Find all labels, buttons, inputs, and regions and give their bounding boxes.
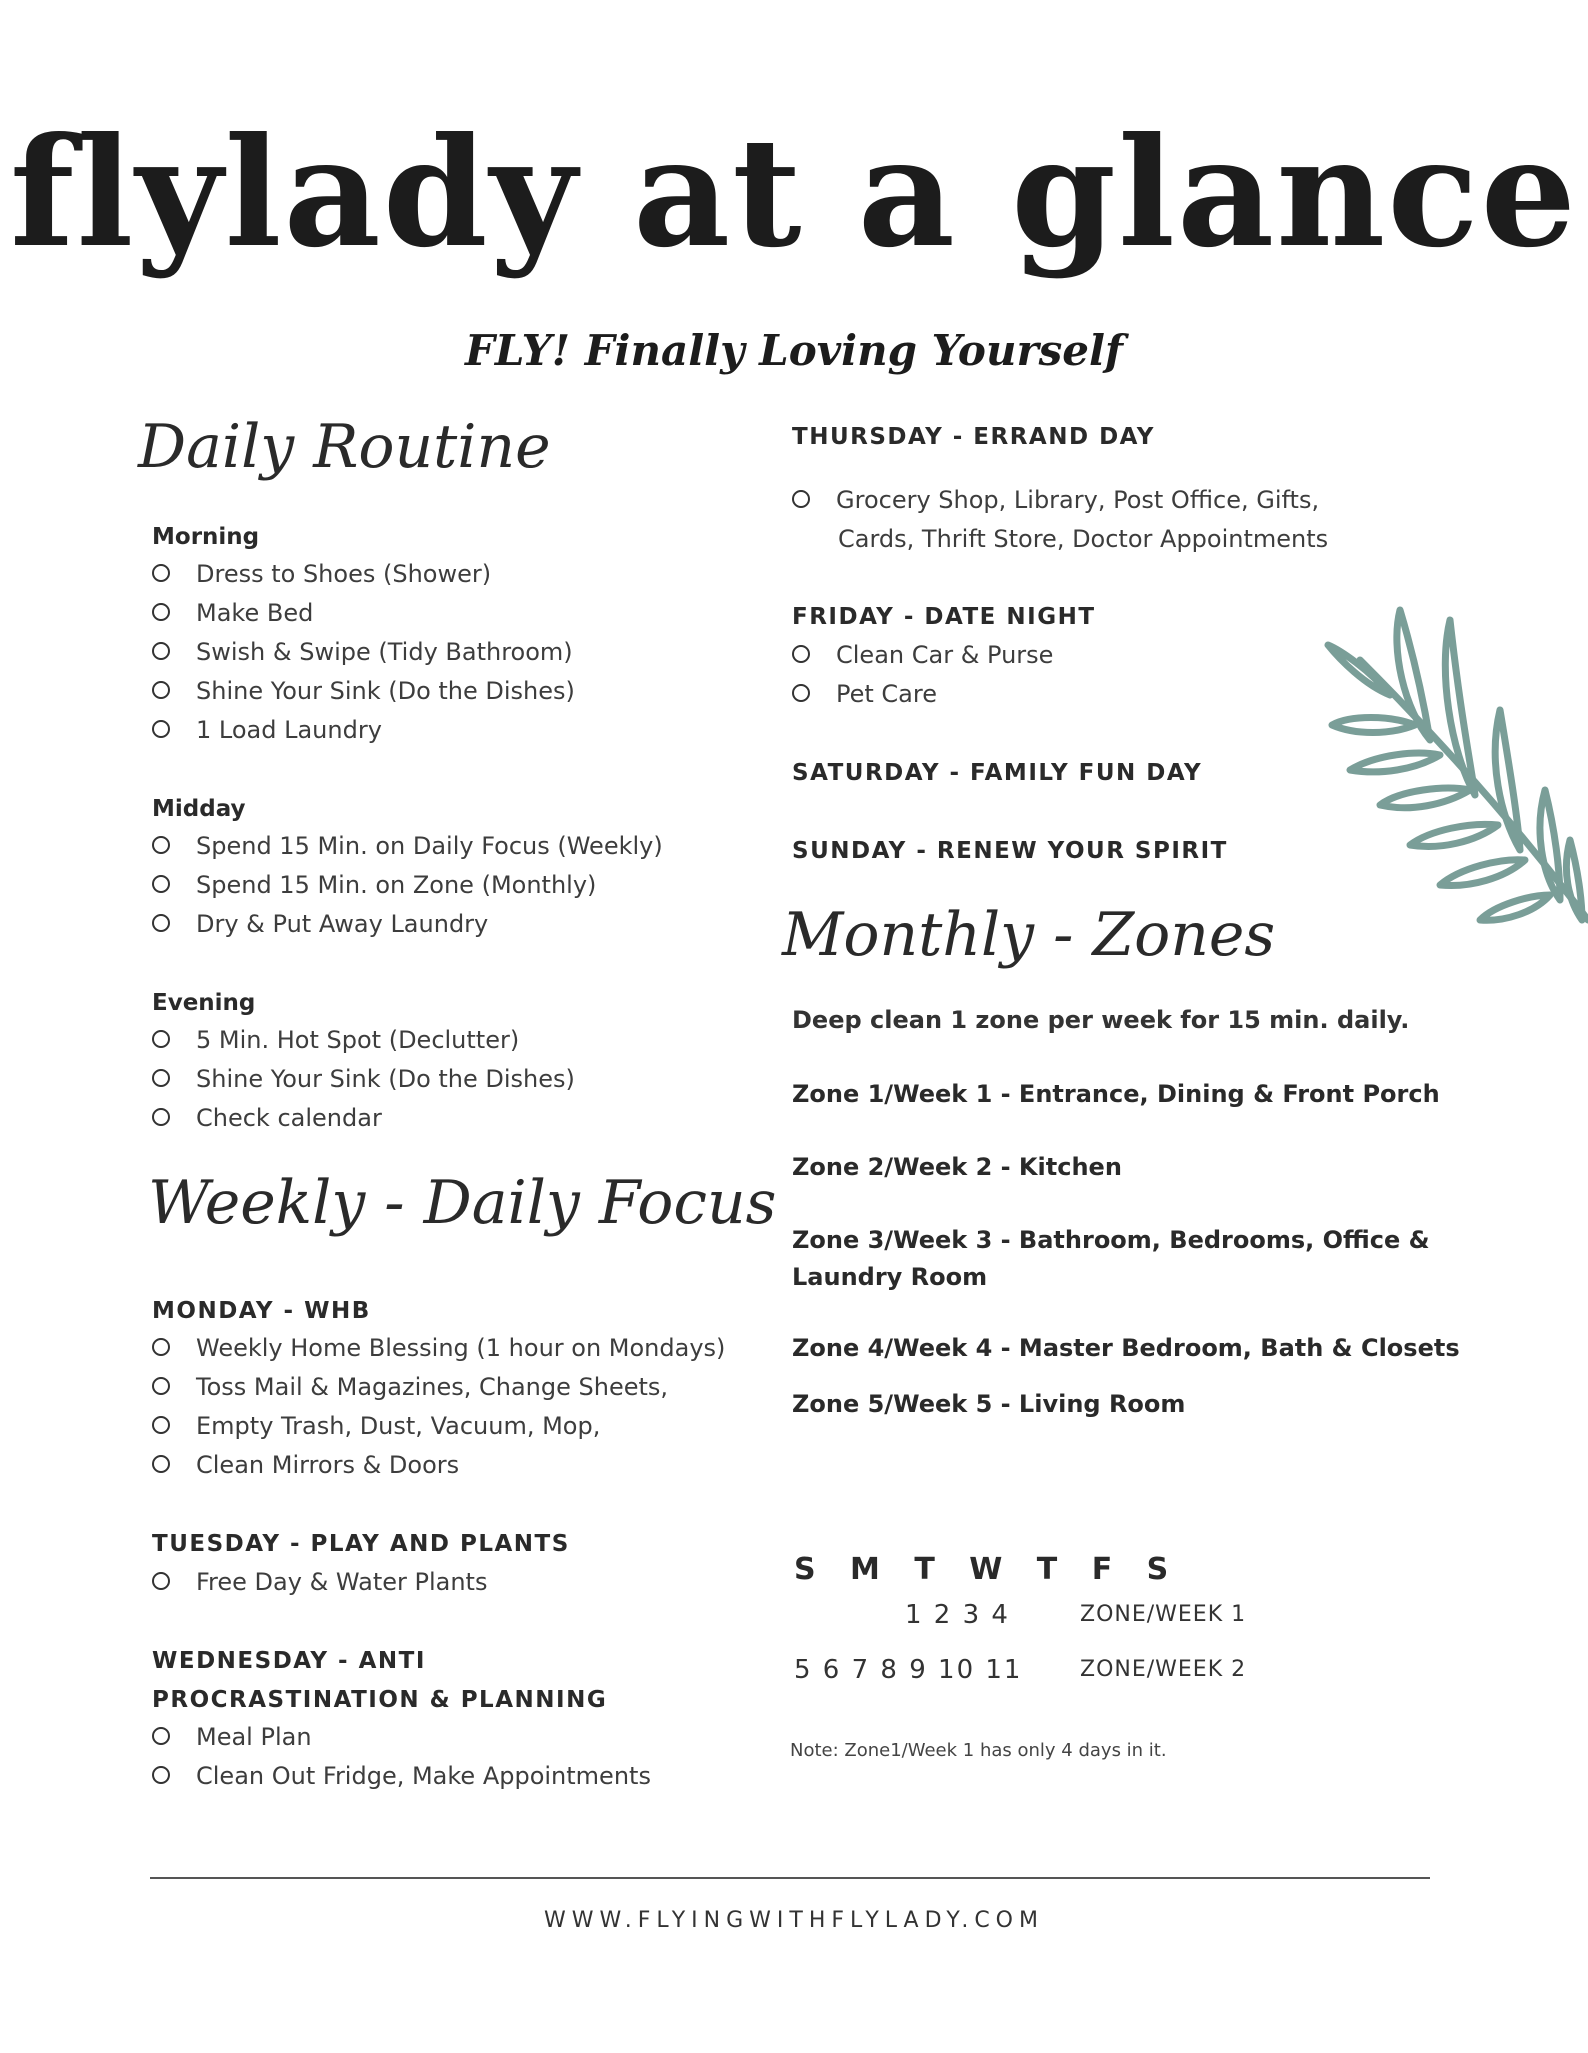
list-item[interactable]: Meal Plan <box>152 1725 312 1749</box>
checkbox-icon <box>152 681 170 699</box>
checkbox-icon <box>152 1572 170 1590</box>
list-item[interactable]: Empty Trash, Dust, Vacuum, Mop, <box>152 1414 600 1438</box>
calendar-week1-label: ZONE/WEEK 1 <box>1080 1602 1247 1627</box>
list-item[interactable]: Weekly Home Blessing (1 hour on Mondays) <box>152 1336 725 1360</box>
list-item[interactable]: Dress to Shoes (Shower) <box>152 562 491 586</box>
saturday-label: SATURDAY - FAMILY FUN DAY <box>792 760 1203 786</box>
footer-url[interactable]: WWW.FLYINGWITHFLYLADY.COM <box>544 1908 1044 1933</box>
zones-intro: Deep clean 1 zone per week for 15 min. daily. <box>792 1006 1410 1034</box>
calendar-note: Note: Zone1/Week 1 has only 4 days in it. <box>790 1740 1167 1761</box>
checkbox-icon <box>152 1377 170 1395</box>
footer-divider <box>150 1877 1430 1879</box>
zone-item: Zone 2/Week 2 - Kitchen <box>792 1153 1122 1181</box>
wednesday-label-line1: WEDNESDAY - ANTI <box>152 1648 426 1674</box>
monday-label: MONDAY - WHB <box>152 1298 371 1324</box>
list-item[interactable]: Free Day & Water Plants <box>152 1570 487 1594</box>
sunday-label: SUNDAY - RENEW YOUR SPIRIT <box>792 838 1228 864</box>
checkbox-icon <box>792 645 810 663</box>
list-item[interactable]: Shine Your Sink (Do the Dishes) <box>152 679 575 703</box>
list-item-continuation: Cards, Thrift Store, Doctor Appointments <box>838 525 1329 553</box>
list-item[interactable]: Dry & Put Away Laundry <box>152 912 488 936</box>
morning-label: Morning <box>152 524 260 550</box>
list-item[interactable]: Spend 15 Min. on Daily Focus (Weekly) <box>152 834 663 858</box>
checkbox-icon <box>152 642 170 660</box>
list-item[interactable]: Check calendar <box>152 1106 382 1130</box>
calendar-days-header: S M T W T F S <box>794 1552 1181 1587</box>
checkbox-icon <box>152 1030 170 1048</box>
wednesday-label-line2: PROCRASTINATION & PLANNING <box>152 1687 608 1713</box>
calendar-week2-days: 5 6 7 8 9 10 11 <box>794 1655 1023 1685</box>
list-item[interactable]: Pet Care <box>792 682 937 706</box>
page-title: flylady at a glance <box>9 105 1579 281</box>
checkbox-icon <box>152 1416 170 1434</box>
zone-item: Zone 3/Week 3 - Bathroom, Bedrooms, Office & Laundry Room <box>792 1226 1430 1291</box>
checkbox-icon <box>152 1766 170 1784</box>
list-item[interactable]: Grocery Shop, Library, Post Office, Gifts, <box>792 488 1319 512</box>
monthly-zones-heading: Monthly - Zones <box>782 900 1276 970</box>
list-item[interactable]: Clean Mirrors & Doors <box>152 1453 459 1477</box>
list-item[interactable]: Shine Your Sink (Do the Dishes) <box>152 1067 575 1091</box>
evening-label: Evening <box>152 990 256 1016</box>
weekly-focus-heading: Weekly - Daily Focus <box>148 1168 777 1238</box>
list-item[interactable]: Clean Car & Purse <box>792 643 1053 667</box>
tuesday-label: TUESDAY - PLAY AND PLANTS <box>152 1531 570 1557</box>
zone-item: Zone 1/Week 1 - Entrance, Dining & Front Porch <box>792 1080 1440 1108</box>
zone-item: Zone 4/Week 4 - Master Bedroom, Bath & Closets <box>792 1334 1460 1362</box>
checkbox-icon <box>152 564 170 582</box>
checkbox-icon <box>152 1108 170 1126</box>
checkbox-icon <box>152 720 170 738</box>
checkbox-icon <box>152 603 170 621</box>
thursday-label: THURSDAY - ERRAND DAY <box>792 424 1155 450</box>
zone-item: Zone 5/Week 5 - Living Room <box>792 1390 1186 1418</box>
list-item[interactable]: Spend 15 Min. on Zone (Monthly) <box>152 873 596 897</box>
list-item[interactable]: Make Bed <box>152 601 313 625</box>
leaf-branch-icon <box>1320 600 1588 960</box>
checkbox-icon <box>152 875 170 893</box>
checkbox-icon <box>152 1455 170 1473</box>
checkbox-icon <box>152 914 170 932</box>
calendar-week2-label: ZONE/WEEK 2 <box>1080 1657 1247 1682</box>
list-item[interactable]: 1 Load Laundry <box>152 718 382 742</box>
checkbox-icon <box>152 1338 170 1356</box>
list-item[interactable]: 5 Min. Hot Spot (Declutter) <box>152 1028 519 1052</box>
checkbox-icon <box>152 836 170 854</box>
checkbox-icon <box>792 684 810 702</box>
checkbox-icon <box>792 490 810 508</box>
list-item[interactable]: Toss Mail & Magazines, Change Sheets, <box>152 1375 668 1399</box>
midday-label: Midday <box>152 796 246 822</box>
list-item[interactable]: Clean Out Fridge, Make Appointments <box>152 1764 651 1788</box>
daily-routine-heading: Daily Routine <box>138 412 551 482</box>
list-item[interactable]: Swish & Swipe (Tidy Bathroom) <box>152 640 573 664</box>
calendar-week1-days: 1 2 3 4 <box>905 1600 1010 1630</box>
page-subtitle: FLY! Finally Loving Yourself <box>465 326 1123 375</box>
friday-label: FRIDAY - DATE NIGHT <box>792 604 1096 630</box>
checkbox-icon <box>152 1069 170 1087</box>
checkbox-icon <box>152 1727 170 1745</box>
